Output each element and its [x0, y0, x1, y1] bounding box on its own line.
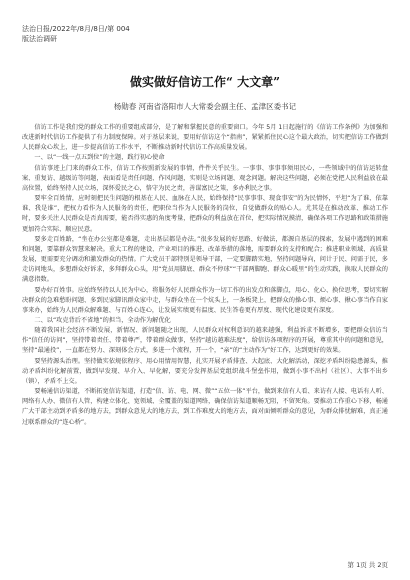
paragraph: 要畅通信访渠道，不断拓宽信访渠道，打造“信、访、电、网、微”“五位一体”平台，做到来信有人看、来访有人接、电话有人听、网络有人办、微信有人管，构建立体化、宽领域、全覆盖的渠道网络，确保信访渠道顺畅无阻，不留死角。要推动工作重心下移，畅通广大干部主动到矛盾多的地方去，到群众意见大的地方去，到工作难度大的地方去，面对面倾听群众的意见，为群众排忧解难，真正通过联系群众的“连心桥”。	[22, 388, 388, 426]
paragraph: 要坚持源头治理。坚持做实依规依程序、用心用情用智慧，扎实开展矛盾排查、大起底、大化解活动，深挖矛盾纠纷隐患源头，推动矛盾纠纷化解前置，做到早发现、早介入、早化解，要充分发挥基层党组织战斗堡垒作用，做到小事不出村（社区）、大事不出乡（镇），矛盾不上交。	[22, 357, 388, 385]
header-section-line: 版法治调研	[22, 35, 57, 43]
section-heading: 一、以“一线一点五到位”的主题，践行初心使命	[34, 154, 165, 162]
paragraph: 要办好百姓事。应始终坚持以人民为中心，将服务好人民群众作为一切工作的出发点和落脚点，用心、化心、换位思考，要切实解决群众的急难愁盼问题、多到民家脚讯群众家中走，与群众坐在一个炕头上，一条板凳上，把群众的操心事、烦心事、揪心事当作自家事来办，始终为人民群众解难题、与百姓心连心，让发展实绩更有温度、民生答卷更有厚度、现代化建设更有深度。	[22, 286, 388, 314]
article-body	[22, 123, 388, 428]
section-heading: 二、以“攻克背后不省地”的担当，全动作为解优化	[34, 316, 171, 324]
paragraph: 要牢全百姓情，应时刻把民生问题的根基在人民、血脉在人民，始终保持“民事事事、现食事安”的为民情怀，平坦“为了谁、依靠谁、我是谁”，把权力看作为人民服务的责任，把职位当作为人民服务的岗位，自觉做群众的贴心人。尤其是在推动改革、推动工作时，要多关注人民群众是否真需要，能否得实惠的角度考量，把群众的利益放在首位，把实际情况摸清，确保各项工作思路和政策措施更加符合实际、顺应民意。	[22, 195, 388, 233]
paragraph: 信访工作是我们党的群众工作的重要组成部分，是了解和掌握民意的重要窗口。今年 5月 1日起施行的《信访工作条例》为加强和改进新时代信访工作提供了有力制度保障。对于基层来说，要用好信访这个“指南”，紧紧抓住民心这个最大政治，切实把信访工作做到人民群众心坎上，进一步提高信访工作水平，不断推动新时代信访工作高质量发展。	[22, 124, 388, 152]
article-title: 做实做好信访工作“ 大文章”	[130, 75, 280, 89]
page-number: 第 1页 共 2页	[347, 561, 388, 569]
paragraph: 要多走百姓路，“坐在办公室都是难题，走出基层都是办法。”很多发展的好思路、好做法，都源自基层的探索，发展中遇到的困难和问题，要靠群众智慧来解决。重大工程的建设、产业项目的推进、改革举措的落地，需要群众的支持和配合；推进职业领域、高质量发展，更需要充分调动和激发群众的热情。广大党员干部特别是领导干部，一定要脚踏实地，坚持问题导向，问计于民、问需于民，多走访问地头，多想群众好诉求，多拜群众心头，用“党员用脚底、群众不停球”“干部两脚跑、群众心暖里”的生动实践，换取人民群众的满意指数。	[22, 235, 388, 284]
paragraph: 随着我国社会经济不断发展，新情况、新问题随之出现，人民群众对权利意识的越来越强，利益诉求不断增多，要把群众信访当作“信任的访问”，坚持带着责任、带着尊严，带着群众做事，坚持“越访越难法度”，给信访各项程序的开展，尊重其中的问题和意见，坚持“最通投”，一直都在努力、深刻体会方式，多进一个流程，开一个，“亲”的“主动作为”好工作，达到更好的效果。	[22, 327, 388, 355]
paragraph: 信访事迹上门来的群众工作，信访工作按照新发展的事情，件件关乎民生。一事事、事事事须用民心，一些领域中的信访运转盘案、重复访、越级访等问题，表面看是责任问题、作风问题，实则是立场问题、观念问题。解决这些问题，必须在党把人民利益放在最高位置，始终坚持人民立场，深怀爱民之心，恪守为民之责，善谋富民之策，多办利民之事。	[22, 164, 388, 192]
document-header	[22, 24, 130, 44]
article-byline: 杨勋春 河南省洛阳市人大常委会副主任、孟津区委书记	[113, 102, 297, 111]
header-source-line: 法治日报/2022年/8月/8日/第 004	[22, 25, 130, 33]
